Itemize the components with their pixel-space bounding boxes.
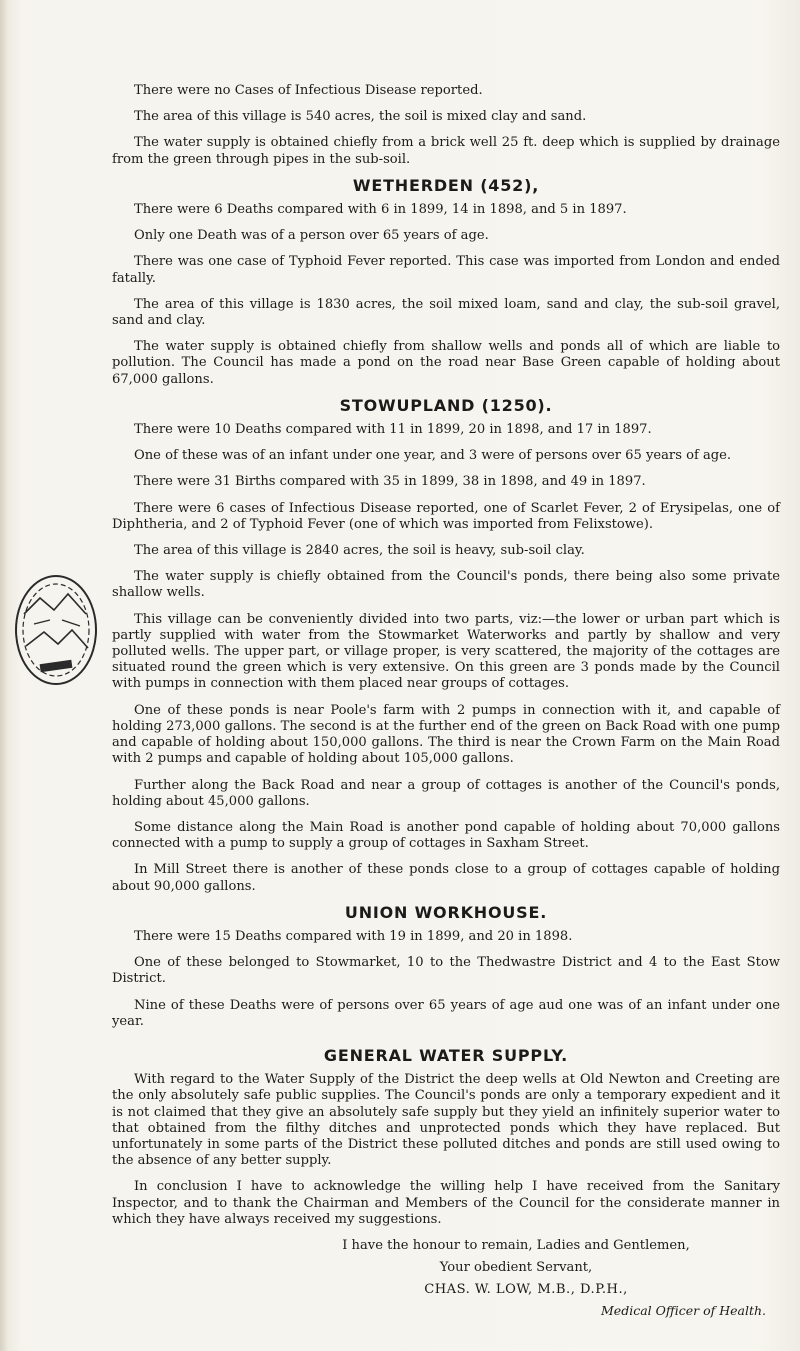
paragraph: This village can be conveniently divided into two parts, viz:—the lower or urban part which is partly supplied with water from the Stowmarket Waterworks and partly by shallow and very polluted wells. The upper part, or village proper, is very scattered, the majority of the cottages are situated round the green which is very extensive. On this green are 3 ponds made by the Council with pumps in connection with them placed near groups of cottages.	[112, 611, 780, 692]
paragraph: There was one case of Typhoid Fever reported. This case was imported from London and ended fatally.	[112, 254, 780, 286]
paragraph: One of these belonged to Stowmarket, 10 to the Thedwastre District and 4 to the East Stow District.	[112, 955, 780, 987]
paragraph: There were 10 Deaths compared with 11 in 1899, 20 in 1898, and 17 in 1897.	[134, 422, 652, 438]
paragraph: The area of this village is 1830 acres, the soil mixed loam, sand and clay, the sub-soil gravel, sand and clay.	[112, 296, 780, 329]
binding-edge	[0, 0, 8, 1351]
section-heading-wetherden: WETHERDEN (452),	[352, 175, 540, 195]
section-heading-workhouse: UNION WORKHOUSE.	[344, 902, 548, 922]
paragraph: The water supply is chiefly obtained from the Council's ponds, there being also some private shallow wells.	[112, 569, 780, 601]
paragraph: There were no Cases of Infectious Disease reported.	[134, 83, 483, 98]
section-heading-water-supply: GENERAL WATER SUPPLY.	[323, 1045, 569, 1065]
signature-title: Medical Officer of Health.	[601, 1302, 766, 1318]
closing-line: I have the honour to remain, Ladies and Gentlemen,	[342, 1237, 690, 1253]
paragraph: There were 6 Deaths compared with 6 in 1899, 14 in 1898, and 5 in 1897.	[134, 202, 627, 218]
closing-line: Your obedient Servant,	[439, 1260, 593, 1276]
paragraph: In conclusion I have to acknowledge the willing help I have received from the Sanitary Inspector, and to thank the Chairman and Members of the Council for the considerate manner in which they have always received my suggestions.	[112, 1179, 780, 1227]
library-stamp-icon	[10, 570, 102, 690]
paragraph: With regard to the Water Supply of the District the deep wells at Old Newton and Creeting are the only absolutely safe public supplies. The Council's ponds are only a temporary expedient and it is not claimed that they give an absolutely safe supply but they yield an infinitely superior water to that obtained from the filthy ditches and unprotected ponds which they have replaced. But unfortunately in some parts of the District these polluted ditches and ponds are still used owing to the absence of any better supply.	[112, 1072, 780, 1169]
paragraph: The water supply is obtained chiefly from shallow wells and ponds all of which are liable to pollution. The Council has made a pond on the road near Base Green capable of holding about 67,000 gallons.	[112, 339, 780, 387]
paragraph: One of these was of an infant under one year, and 3 were of persons over 65 years of age.	[134, 448, 732, 464]
paragraph: The water supply is obtained chiefly from a brick well 25 ft. deep which is supplied by drainage from the green through pipes in the sub-soil.	[112, 135, 780, 167]
paragraph: One of these ponds is near Poole's farm with 2 pumps in connection with it, and capable of holding 273,000 gallons. The second is at the further end of the green on Back Road with one pump and capable of holding about 150,000 gallons. The third is near the Crown Farm on the Main Road with 2 pumps and capable of holding about 105,000 gallons.	[112, 702, 780, 767]
paragraph: The area of this village is 540 acres, the soil is mixed clay and sand.	[134, 109, 587, 125]
paragraph: Only one Death was of a person over 65 years of age.	[134, 228, 489, 244]
paragraph: The area of this village is 2840 acres, the soil is heavy, sub-soil clay.	[134, 543, 585, 559]
paragraph: Further along the Back Road and near a group of cottages is another of the Council's ponds, holding about 45,000 gallons.	[112, 777, 780, 809]
paragraph: There were 31 Births compared with 35 in 1899, 38 in 1898, and 49 in 1897.	[134, 474, 646, 490]
paragraph: Some distance along the Main Road is another pond capable of holding about 70,000 gallons connected with a pump to supply a group of cottages in Saxham Street.	[112, 819, 780, 852]
paragraph: In Mill Street there is another of these ponds close to a group of cottages capable of holding about 90,000 gallons.	[112, 862, 780, 894]
paragraph: There were 15 Deaths compared with 19 in 1899, and 20 in 1898.	[134, 928, 573, 944]
section-heading-stowupland: STOWUPLAND (1250).	[339, 395, 553, 415]
paragraph: Nine of these Deaths were of persons over 65 years of age aud one was of an infant under one year.	[112, 997, 780, 1029]
signature-name: CHAS. W. LOW, M.B., D.P.H.,	[424, 1282, 628, 1298]
paragraph: There were 6 cases of Infectious Disease reported, one of Scarlet Fever, 2 of Erysipelas, one of Diphtheria, and 2 of Typhoid Fever (one of which was imported from Felixstowe).	[112, 500, 780, 532]
report-text	[112, 83, 780, 1319]
